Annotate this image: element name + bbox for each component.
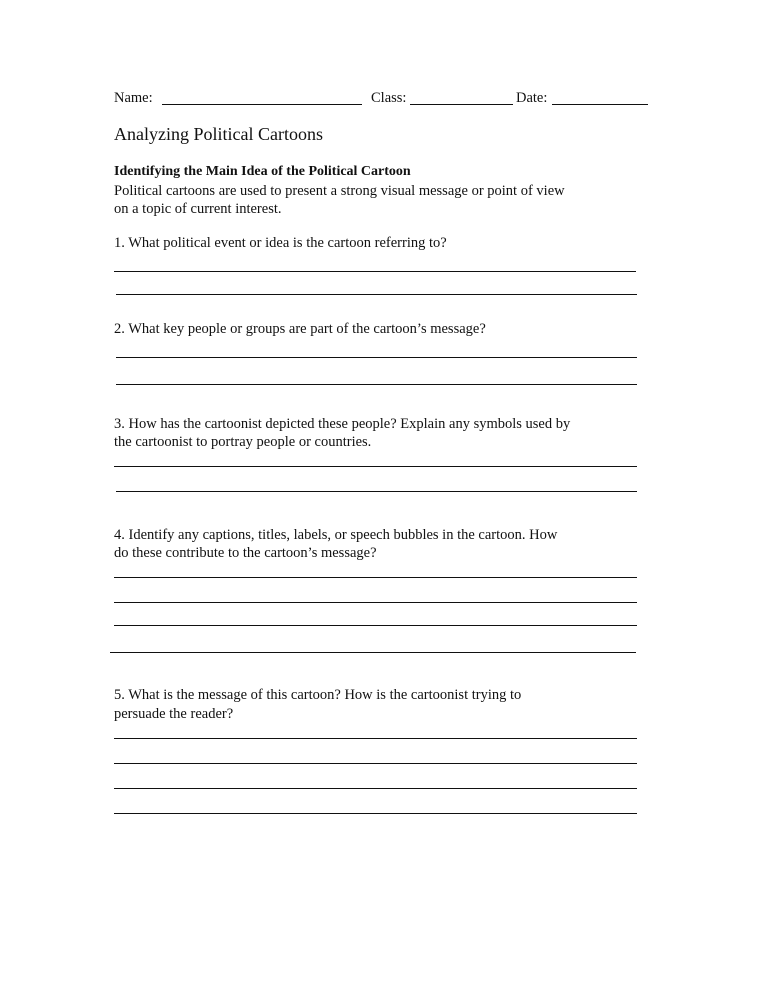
class-label: Class: — [371, 90, 407, 106]
answer-line[interactable] — [114, 625, 637, 626]
question-3-line1: 3. How has the cartoonist depicted these people? Explain any symbols used by — [114, 416, 571, 432]
answer-line[interactable] — [116, 491, 637, 492]
date-field-line[interactable] — [552, 104, 648, 105]
class-field-line[interactable] — [410, 104, 513, 105]
name-field-line[interactable] — [162, 104, 362, 105]
intro-text-line2: on a topic of current interest. — [114, 201, 282, 217]
question-2: 2. What key people or groups are part of the cartoon’s message? — [114, 321, 486, 337]
answer-line[interactable] — [114, 813, 637, 814]
question-4-line1: 4. Identify any captions, titles, labels, or speech bubbles in the cartoon. How — [114, 527, 558, 543]
intro-text-line1: Political cartoons are used to present a strong visual message or point of view — [114, 183, 565, 199]
answer-line[interactable] — [114, 788, 637, 789]
page-title: Analyzing Political Cartoons — [114, 124, 323, 144]
answer-line[interactable] — [114, 271, 636, 272]
question-5-line2: persuade the reader? — [114, 706, 234, 722]
question-3-line2: the cartoonist to portray people or countries. — [114, 434, 372, 450]
answer-line[interactable] — [114, 577, 637, 578]
question-5-line1: 5. What is the message of this cartoon? How is the cartoonist trying to — [114, 687, 522, 703]
question-4-line2: do these contribute to the cartoon’s message? — [114, 545, 377, 561]
answer-line[interactable] — [116, 294, 637, 295]
answer-line[interactable] — [114, 466, 637, 467]
name-label: Name: — [114, 90, 153, 106]
answer-line[interactable] — [114, 738, 637, 739]
answer-line[interactable] — [116, 357, 637, 358]
answer-line[interactable] — [116, 384, 637, 385]
date-label: Date: — [516, 90, 548, 106]
answer-line[interactable] — [114, 602, 637, 603]
section-heading: Identifying the Main Idea of the Political Cartoon — [114, 164, 411, 179]
question-1: 1. What political event or idea is the cartoon referring to? — [114, 235, 447, 251]
answer-line[interactable] — [114, 763, 637, 764]
answer-line[interactable] — [110, 652, 636, 653]
